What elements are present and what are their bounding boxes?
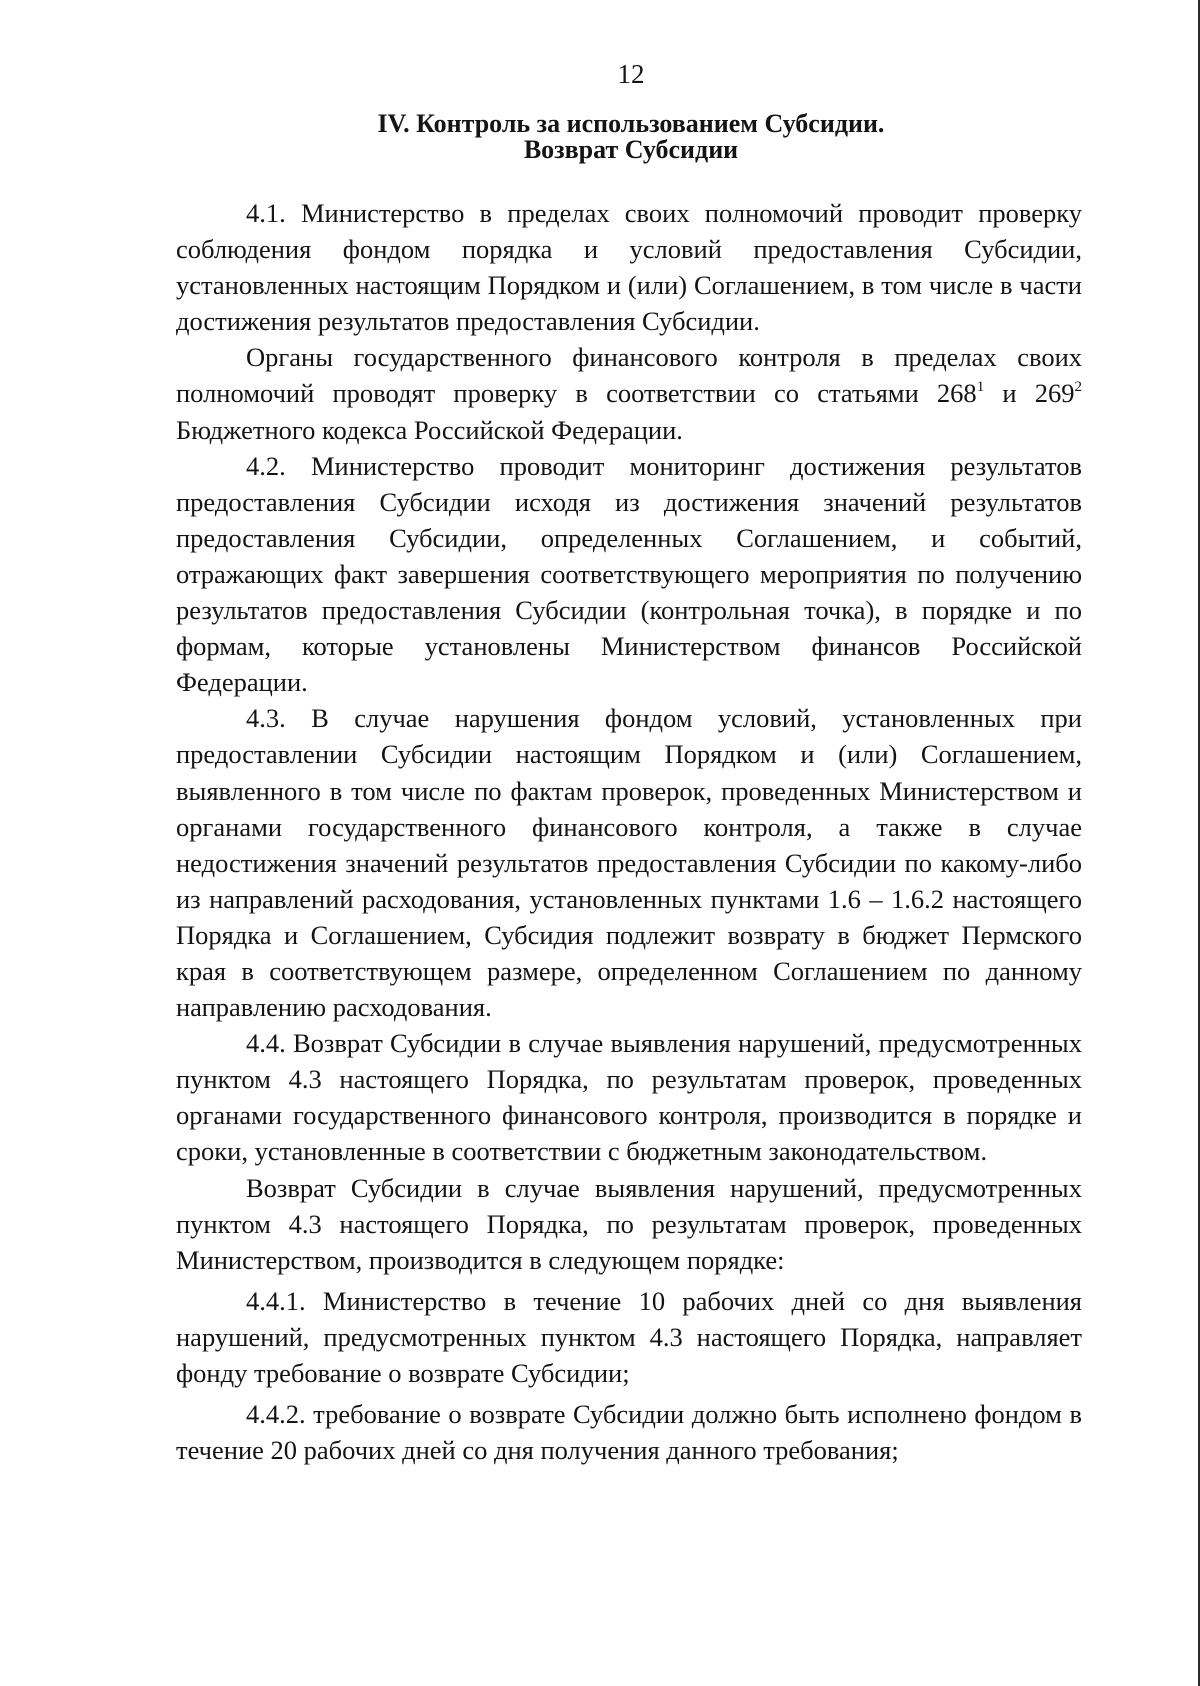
paragraph-control-bodies-end: Бюджетного кодекса Российской Федерации. <box>176 414 683 445</box>
page-number: 12 <box>617 59 645 89</box>
footnote-mark-268: 1 <box>976 379 985 396</box>
paragraph-control-bodies-text: Органы государственного финансового контроля в пределах своих полномочий проводят проверку в соответствии со статьями 268 <box>176 342 1082 409</box>
footnote-mark-269: 2 <box>1074 379 1082 396</box>
paragraph-4-2: 4.2. Министерство проводит мониторинг достижения результатов предоставления Субсидии исходя из достижения значений результатов предоставления Субсидии, определенных Соглашением, и событий, отражающих факт завершения соответствующего мероприятия по получению результатов предоставления Субсидии (контрольная точка), в порядке и по формам, которые установлены Министерством финансов Российской Федерации. <box>176 450 1082 698</box>
section-heading <box>0 111 1200 163</box>
paragraph-4-4-1: 4.4.1. Министерство в течение 10 рабочих дней со дня выявления нарушений, предусмотренных пунктом 4.3 настоящего Порядка, направляет фонду требование о возврате Субсидии; <box>176 1285 1082 1388</box>
paragraph-4-4-2: 4.4.2. требование о возврате Субсидии должно быть исполнено фондом в течение 20 рабочих дней со дня получения данного требования; <box>176 1399 1082 1466</box>
section-title-line1: IV. Контроль за использованием Субсидии. <box>377 109 885 138</box>
paragraph-control-bodies <box>176 339 1082 447</box>
paragraph-4-1: 4.1. Министерство в пределах своих полномочий проводит проверку соблюдения фондом порядка и условий предоставления Субсидии, установленных настоящим Порядком и (или) Соглашением, в том числе в части достижения результатов предоставления Субсидии. <box>176 198 1082 337</box>
paragraph-control-bodies-middle: и 269 <box>984 378 1075 409</box>
section-title-line2: Возврат Субсидии <box>523 135 739 164</box>
paragraph-return-procedure: Возврат Субсидии в случае выявления нарушений, предусмотренных пунктом 4.3 настоящего Порядка, по результатам проверок, проведенных Министерством, производится в следующем порядке: <box>176 1172 1082 1275</box>
paragraph-4-4: 4.4. Возврат Субсидии в случае выявления нарушений, предусмотренных пунктом 4.3 настоящего Порядка, по результатам проверок, проведенных органами государственного финансового контроля, производится в порядке и сроки, установленные в соответствии с бюджетным законодательством. <box>176 1028 1082 1167</box>
document-body <box>176 195 1082 1468</box>
paragraph-4-3: 4.3. В случае нарушения фондом условий, установленных при предоставлении Субсидии настоящим Порядком и (или) Соглашением, выявленного в том числе по фактам проверок, проведенных Министерством и органами государственного финансового контроля, а также в случае недостижения значений результатов предоставления Субсидии по какому-либо из направлений расходования, установленных пунктами 1.6 – 1.6.2 настоящего Порядка и Соглашением, Субсидия подлежит возврату в бюджет Пермского края в соответствующем размере, определенном Соглашением по данному направлению расходования. <box>176 703 1082 1023</box>
